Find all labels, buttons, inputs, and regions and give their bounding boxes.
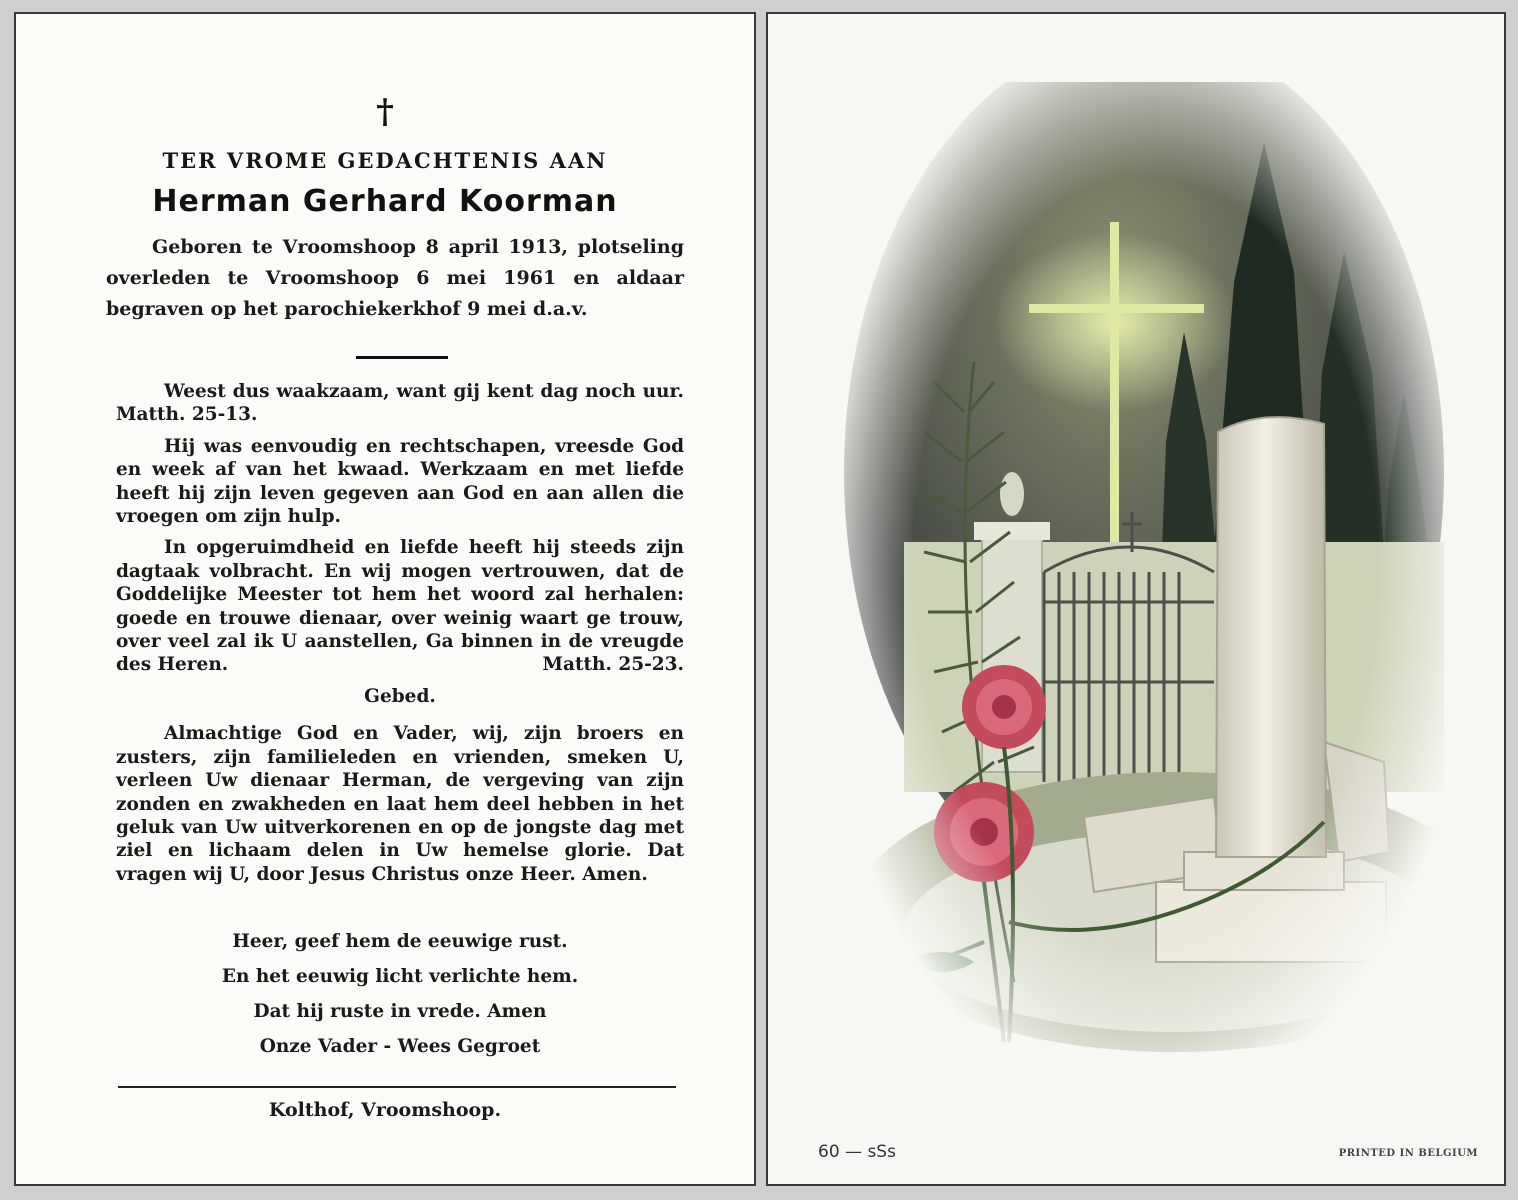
closing-line: En het eeuwig licht verlichte hem. xyxy=(221,966,579,987)
printed-in-label: PRINTED IN BELGIUM xyxy=(1338,1148,1478,1159)
cross-icon: † xyxy=(376,92,394,132)
deceased-name: Herman Gerhard Koorman xyxy=(152,184,618,219)
prayer-title: Gebed. xyxy=(364,685,436,707)
card-heading: TER VROME GEDACHTENIS AAN xyxy=(162,148,608,173)
memorial-card-text-side xyxy=(14,12,756,1186)
trust-paragraph xyxy=(116,536,684,676)
prayer-text: Almachtige God en Vader, wij, zijn broers en zusters, zijn familieleden en vrienden, smeken U, verleen Uw dienaar Herman, de vergeving van zijn zonden en zwakheden en laat hem deel hebben in het geluk van Uw uitverkorenen en op de jongste dag met ziel en lichaam delen in Uw hemelse glorie. Dat vragen wij U, door Jesus Christus onze Heer. Amen. xyxy=(116,723,684,885)
bible-reference: Matth. 25-23. xyxy=(542,654,684,676)
cemetery-illustration xyxy=(844,82,1448,1082)
card-code: 60 — sSs xyxy=(818,1142,896,1162)
printer-imprint: Kolthof, Vroomshoop. xyxy=(268,1099,502,1121)
closing-prayers xyxy=(116,928,684,1068)
closing-line: Onze Vader - Wees Gegroet xyxy=(259,1036,541,1057)
closing-line: Heer, geef hem de eeuwige rust. xyxy=(232,931,568,952)
character-paragraph: Hij was eenvoudig en rechtschapen, vreesde God en week af van het kwaad. Werkzaam en met liefde heeft hij zijn leven gegeven aan God en aan allen die vroegen om zijn hulp. xyxy=(116,435,684,528)
divider-short xyxy=(356,356,448,359)
memorial-card-picture-side xyxy=(766,12,1506,1186)
closing-line: Dat hij ruste in vrede. Amen xyxy=(253,1001,547,1022)
bible-verse: Weest dus waakzaam, want gij kent dag noch uur. Matth. 25-13. xyxy=(116,381,684,426)
body-text xyxy=(116,380,684,894)
divider-long xyxy=(118,1086,676,1088)
trust-paragraph-text: In opgeruimdheid en liefde heeft hij steeds zijn dagtaak volbracht. En wij mogen vertrouwen, dat de Goddelijke Meester tot hem het woord zal herhalen: goede en trouwe dienaar, over weinig waart ge trouw, over veel zal ik U aanstellen, Ga binnen in de vreugde des Heren. xyxy=(116,537,684,676)
vignette-overlay xyxy=(844,82,1448,1082)
birth-death-text: Geboren te Vroomshoop 8 april 1913, plotseling overleden te Vroomshoop 6 mei 1961 en aldaar begraven op het parochiekerkhof 9 mei d.a.v. xyxy=(106,236,684,320)
